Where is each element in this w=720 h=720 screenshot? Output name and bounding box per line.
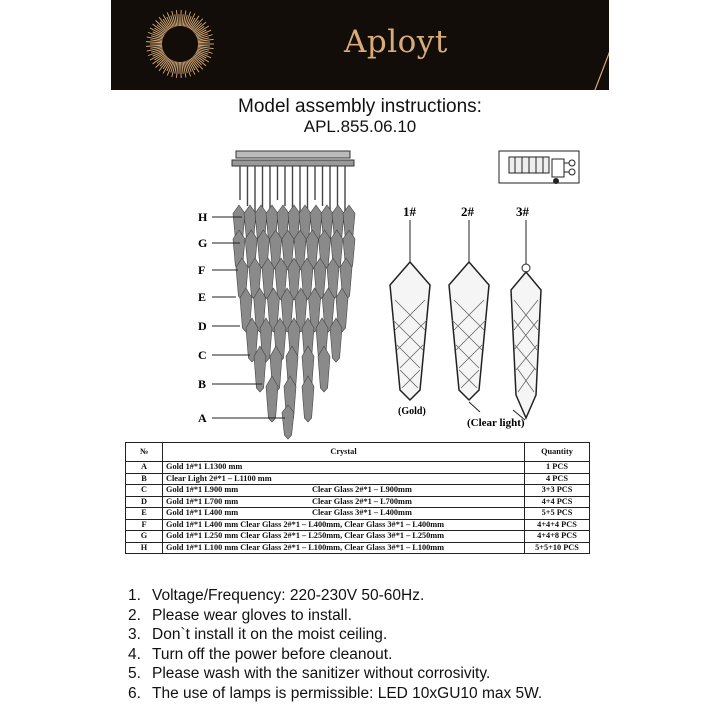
crystal-secondary: Clear Glass 2#*1 – L700mm — [312, 496, 412, 506]
note-item — [128, 586, 542, 606]
table-row — [126, 473, 590, 485]
note-number: 4. — [128, 645, 141, 663]
row-quantity: 5+5+10 PCS — [525, 542, 590, 554]
table-row — [126, 542, 590, 554]
crystal-primary: Gold 1#*1 L400 mm — [166, 508, 239, 517]
crystal-label-1: 1# — [403, 204, 416, 219]
row-crystal — [163, 473, 525, 485]
row-level: G — [126, 531, 163, 543]
crystal-pendant — [266, 376, 278, 422]
crystal-pendant — [254, 346, 266, 392]
brand-header — [111, 0, 609, 90]
wiring-block-icon — [499, 151, 579, 184]
crystal-cascade — [233, 205, 355, 439]
row-level: C — [126, 485, 163, 497]
row-level: B — [126, 473, 163, 485]
row-crystal — [163, 519, 525, 531]
level-label: E — [198, 290, 207, 304]
note-text: Please wear gloves to install. — [152, 606, 352, 624]
clear-light-callout — [467, 402, 525, 429]
crystal-primary: Gold 1#*1 L900 mm — [166, 485, 239, 494]
brand-logo: Aployt — [344, 24, 448, 60]
crystal-primary: Gold 1#*1 L250 mm Clear Glass 2#*1 – L250mm, Clear Glass 3#*1 – L250mm — [166, 531, 445, 540]
row-crystal — [163, 508, 525, 520]
row-crystal — [163, 462, 525, 474]
level-label: B — [198, 377, 207, 391]
row-level: E — [126, 508, 163, 520]
level-label: D — [198, 319, 207, 333]
crystal-1-drawing — [390, 204, 430, 400]
row-quantity: 5+5 PCS — [525, 508, 590, 520]
table-header-row — [126, 443, 590, 462]
header-no: № — [126, 443, 163, 462]
crystal-pendant — [302, 376, 314, 422]
table-row — [126, 531, 590, 543]
row-level: F — [126, 519, 163, 531]
level-label: C — [198, 348, 207, 362]
instruction-notes — [128, 586, 542, 704]
row-quantity: 4+4+4 PCS — [525, 519, 590, 531]
crystal-label-2: 2# — [461, 204, 474, 219]
table-row — [126, 462, 590, 474]
level-label: G — [198, 236, 208, 250]
note-number: 1. — [128, 587, 141, 604]
row-quantity: 3+3 PCS — [525, 485, 590, 497]
level-label: A — [198, 411, 207, 425]
crystal-3-drawing — [511, 204, 541, 418]
row-crystal — [163, 531, 525, 543]
note-text: Voltage/Frequency: 220-230V 50-60Hz. — [152, 587, 425, 604]
assembly-diagram — [0, 140, 720, 440]
level-label: H — [198, 210, 208, 224]
gold-label: (Gold) — [398, 406, 426, 417]
crystal-primary: Gold 1#*1 L1300 mm — [166, 462, 243, 471]
row-level: A — [126, 462, 163, 474]
crystal-pendant — [330, 318, 342, 362]
note-item — [128, 664, 542, 684]
crystal-2-drawing — [449, 204, 489, 400]
note-number: 5. — [128, 665, 141, 683]
crystal-secondary: Clear Glass 2#*1 – L900mm — [312, 485, 412, 494]
level-label: F — [198, 263, 206, 277]
note-number: 3. — [128, 626, 141, 644]
crystal-secondary: Clear Glass 3#*1 – L400mm — [312, 508, 412, 517]
row-quantity: 1 PCS — [525, 462, 590, 474]
row-quantity: 4+4+8 PCS — [525, 531, 590, 543]
note-item — [128, 645, 542, 665]
note-number: 2. — [128, 606, 141, 624]
row-quantity: 4 PCS — [525, 473, 590, 485]
crystal-spec-table — [125, 442, 590, 554]
row-quantity: 4+4 PCS — [525, 496, 590, 508]
table-row — [126, 508, 590, 520]
row-crystal — [163, 485, 525, 497]
note-text: Don`t install it on the moist ceiling. — [152, 626, 388, 644]
note-text: Please wash with the sanitizer without corrosivity. — [152, 665, 491, 683]
crystal-pendant — [282, 405, 294, 439]
note-text: Turn off the power before cleanout. — [152, 645, 393, 663]
crystal-label-3: 3# — [516, 204, 529, 219]
header-quantity: Quantity — [525, 443, 590, 462]
header-crystal: Crystal — [163, 443, 525, 462]
crystal-primary: Clear Light 2#*1 – L1100 mm — [166, 473, 272, 483]
row-crystal — [163, 496, 525, 508]
table-row — [126, 519, 590, 531]
note-text: The use of lamps is permissible: LED 10xGU10 max 5W. — [152, 684, 543, 702]
note-number: 6. — [128, 684, 141, 702]
crystal-primary: Gold 1#*1 L400 mm Clear Glass 2#*1 – L400mm, Clear Glass 3#*1 – L400mm — [166, 519, 445, 529]
table-row — [126, 485, 590, 497]
crystal-primary: Gold 1#*1 L700 mm — [166, 496, 239, 506]
row-crystal — [163, 542, 525, 554]
table-row — [126, 496, 590, 508]
note-item — [128, 606, 542, 626]
model-number: APL.855.06.10 — [303, 117, 417, 136]
crystal-pendant — [318, 346, 330, 392]
clear-light-label: (Clear light) — [467, 417, 525, 429]
page-title: Model assembly instructions: — [238, 96, 482, 117]
note-item — [128, 625, 542, 645]
row-level: D — [126, 496, 163, 508]
crystal-primary: Gold 1#*1 L100 mm Clear Glass 2#*1 – L100mm, Clear Glass 3#*1 – L100mm — [166, 542, 445, 552]
note-item — [128, 684, 542, 704]
row-level: H — [126, 542, 163, 554]
